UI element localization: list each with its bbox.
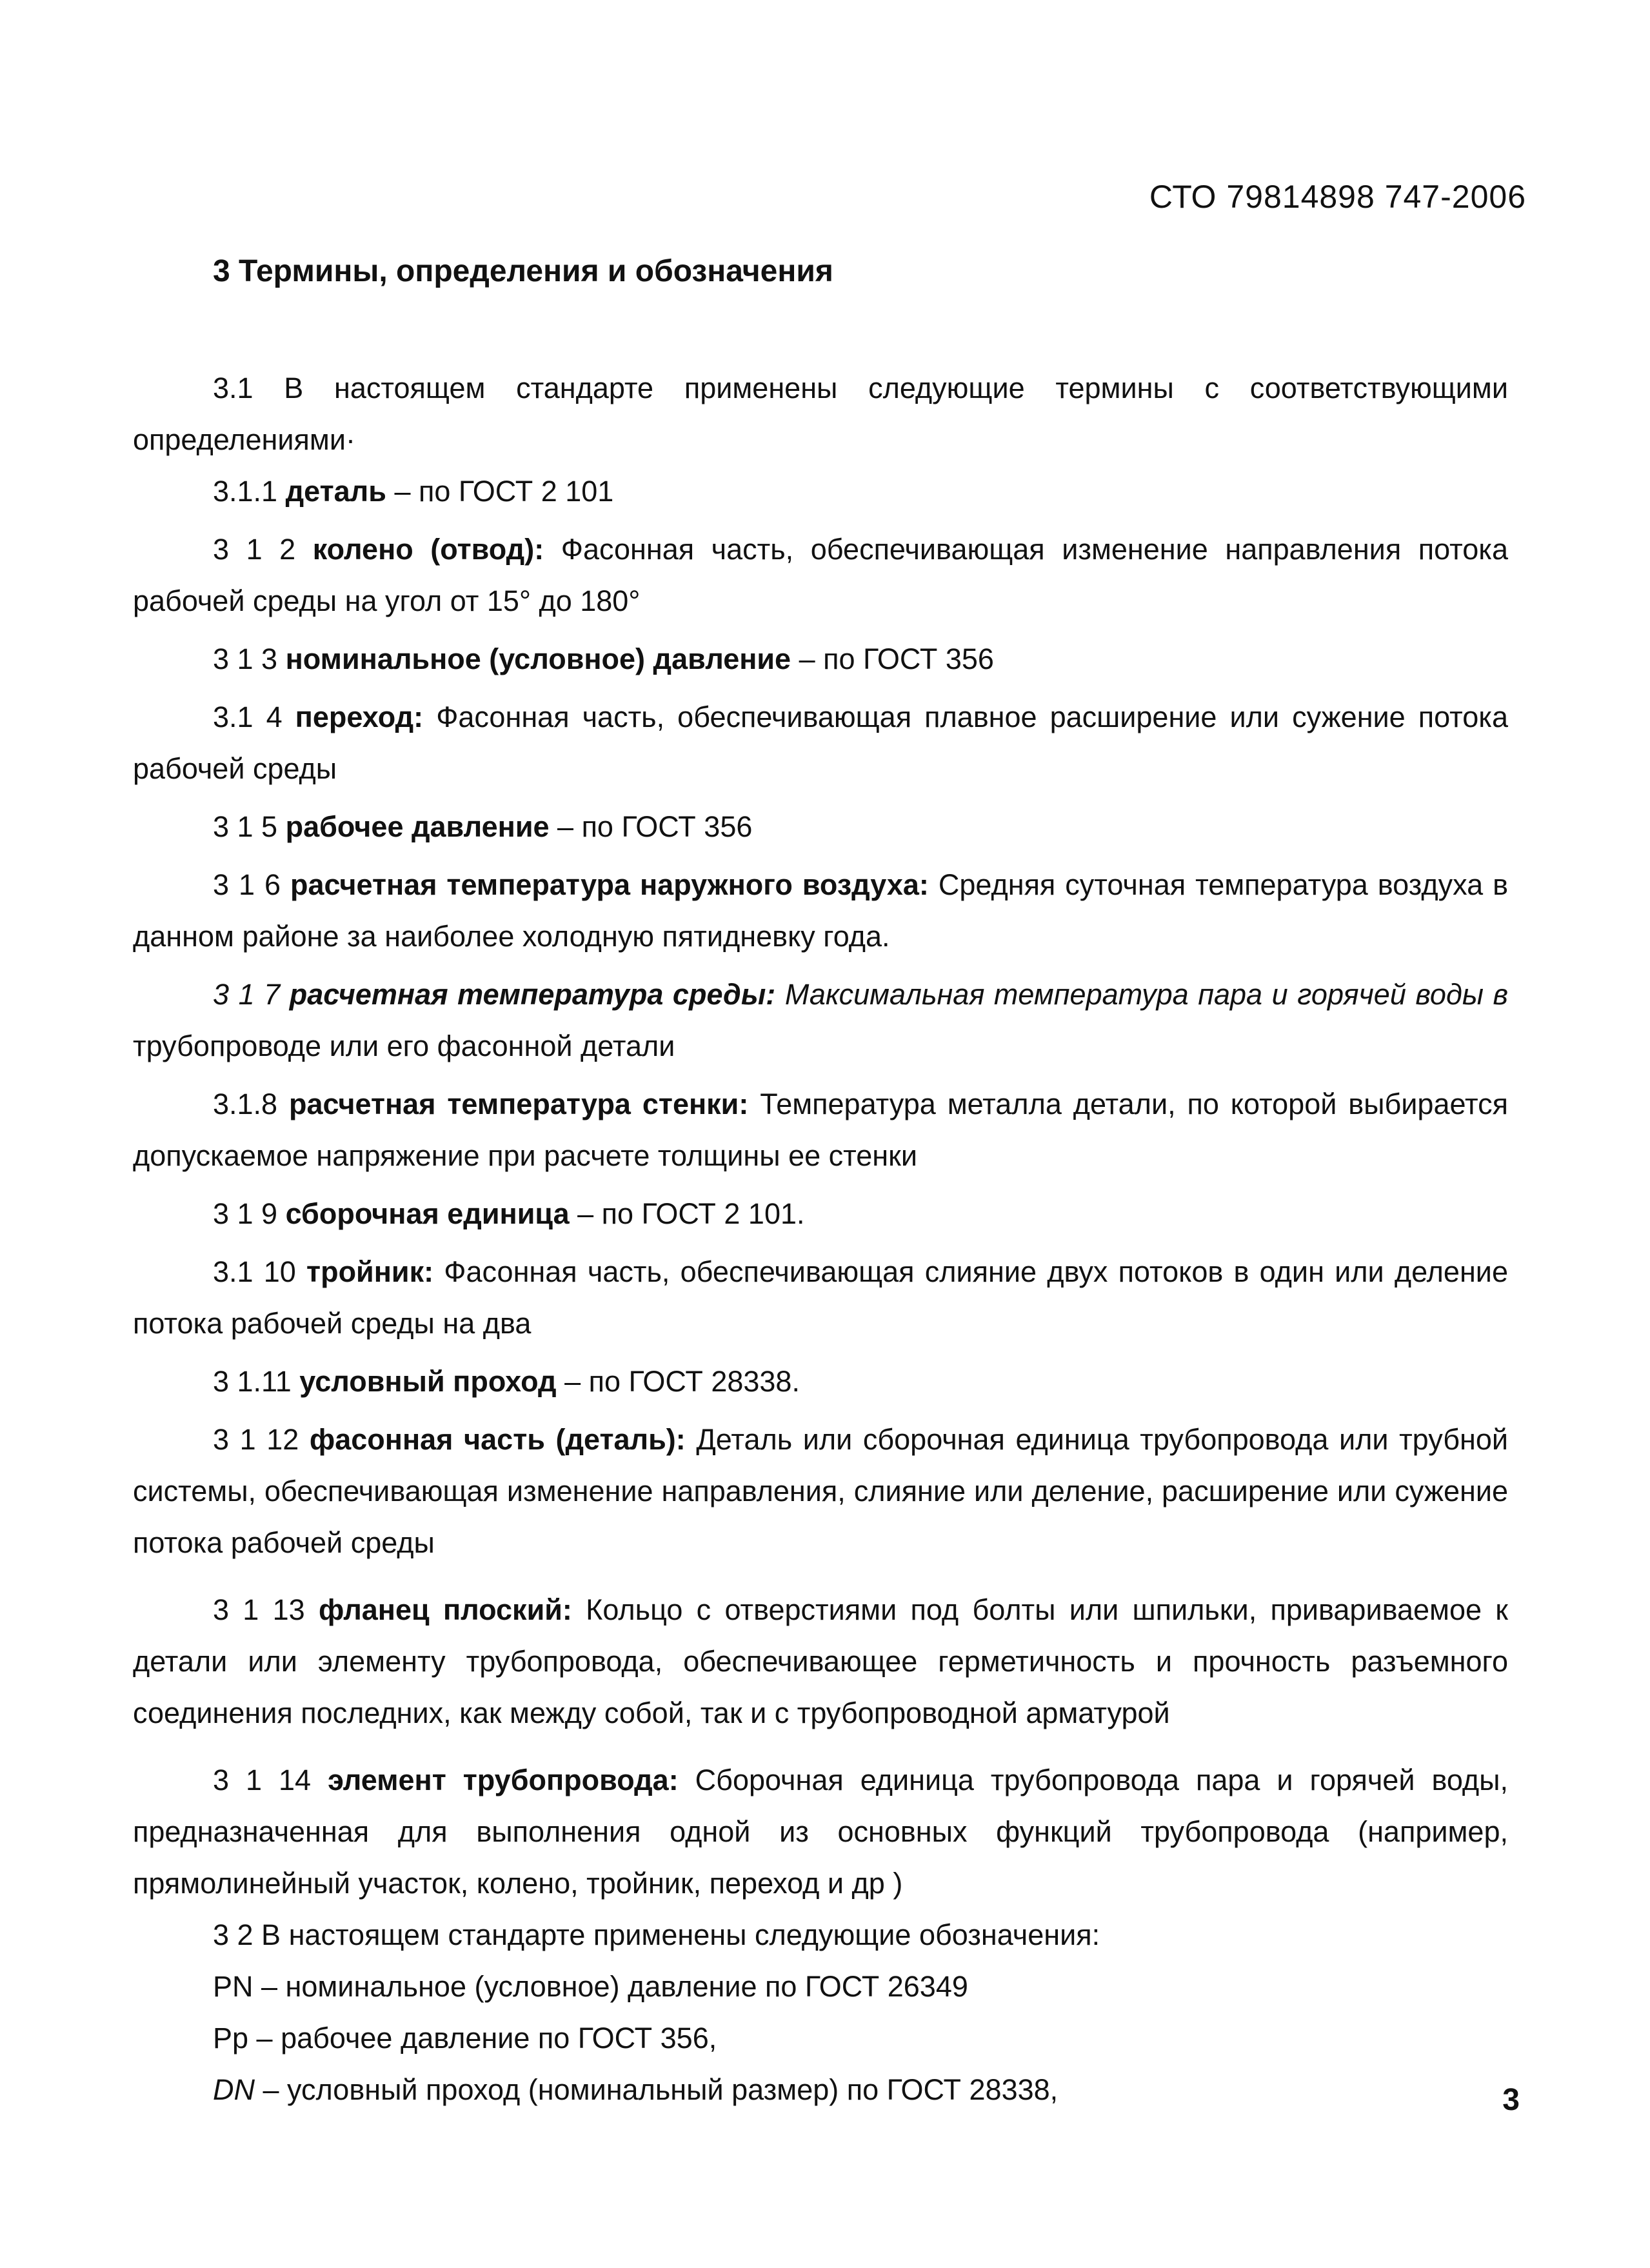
section-title: 3 Термины, определения и обозначения — [213, 254, 833, 288]
term-3-1-5 — [133, 801, 1508, 853]
term-name: тройник: — [306, 1255, 434, 1288]
term-3-1-2 — [133, 524, 1508, 627]
term-number: 3 1 12 — [213, 1423, 299, 1456]
term-number: 3 1 6 — [213, 868, 281, 901]
term-name: рабочее давление — [285, 810, 550, 843]
term-number: 3.1.1 — [213, 475, 278, 508]
designations-intro: 3 2 В настоящем стандарте применены следующие обозначения: — [213, 1918, 1100, 1951]
term-number: 3.1.8 — [213, 1088, 278, 1120]
term-definition: Сборочная единица трубопровода пара и горячей воды, предназначенная для выполнения одной из основных функций трубопровода (например, прямолинейный участок, колено, тройник, переход и др ) — [133, 1764, 1508, 1900]
designation-text: – номинальное (условное) давление по ГОСТ 26349 — [253, 1970, 968, 2003]
designation-pn — [133, 1961, 1508, 2013]
term-name: номинальное (условное) давление — [285, 642, 791, 675]
term-definition: Деталь или сборочная единица трубопровода или трубной системы, обеспечивающая изменение направления, слияние или деление, расширение или сужение потока рабочей среды — [133, 1423, 1508, 1559]
designation-text: – рабочее давление по ГОСТ 356, — [248, 2022, 717, 2054]
term-name: сборочная единица — [285, 1197, 570, 1230]
term-name: расчетная температура среды: — [289, 978, 776, 1011]
term-definition: – по ГОСТ 356 — [549, 810, 753, 843]
term-number: 3.1 10 — [213, 1255, 296, 1288]
term-name: условный проход — [299, 1365, 557, 1398]
designation-symbol: DN — [213, 2073, 255, 2106]
term-3-1-9 — [133, 1188, 1508, 1240]
term-number: 3 1 2 — [213, 533, 296, 566]
term-number: 3 1 3 — [213, 642, 278, 675]
term-name: переход: — [295, 701, 424, 733]
term-3-1-6 — [133, 859, 1508, 962]
term-number: 3 1 13 — [213, 1593, 305, 1626]
term-definition: Фасонная часть, обеспечивающая плавное расширение или сужение потока рабочей среды — [133, 701, 1508, 785]
term-definition: – по ГОСТ 2 101. — [569, 1197, 805, 1230]
term-name: фасонная часть (деталь): — [309, 1423, 686, 1456]
term-number: 3 1 9 — [213, 1197, 278, 1230]
term-definition: – по ГОСТ 28338. — [556, 1365, 800, 1398]
term-3-1-3 — [133, 633, 1508, 685]
term-3-1-7 — [133, 969, 1508, 1072]
designation-symbol: Pp — [213, 2022, 249, 2054]
term-definition: Кольцо с отверстиями под болты или шпильки, привариваемое к детали или элементу трубопровода, обеспечивающее герметичность и прочность разъемного соединения последних, как между собой, так и с трубопроводной арматурой — [133, 1593, 1508, 1729]
intro-paragraph: 3.1 В настоящем стандарте применены следующие термины с соответствующими определениями· — [133, 372, 1508, 456]
term-definition: Фасонная часть, обеспечивающая слияние двух потоков в один или деление потока рабочей среды на два — [133, 1255, 1508, 1340]
term-number: 3 1 5 — [213, 810, 278, 843]
term-name: деталь — [285, 475, 386, 508]
document-code: СТО 79814898 747-2006 — [1149, 179, 1526, 215]
term-definition: трубопроводе или его фасонной детали — [133, 1030, 675, 1062]
designation-dn — [133, 2064, 1508, 2116]
term-definition: – по ГОСТ 2 101 — [386, 475, 614, 508]
designation-pp — [133, 2013, 1508, 2064]
term-3-1-11 — [133, 1356, 1508, 1408]
term-name: фланец плоский: — [318, 1593, 572, 1626]
term-number: 3 1 7 — [213, 978, 281, 1011]
document-body — [133, 363, 1508, 2116]
term-definition: Температура металла детали, по которой выбирается допускаемое напряжение при расчете толщины ее стенки — [133, 1088, 1508, 1172]
term-number: 3.1 4 — [213, 701, 283, 733]
term-number: 3 1 14 — [213, 1764, 312, 1796]
term-definition: Средняя суточная температура воздуха в данном районе за наиболее холодную пятидневку года. — [133, 868, 1508, 953]
term-3-1-14 — [133, 1755, 1508, 1909]
term-3-1-12 — [133, 1414, 1508, 1569]
term-name: элемент трубопровода: — [328, 1764, 679, 1796]
term-definition: Фасонная часть, обеспечивающая изменение направления потока рабочей среды на угол от 15° до 180° — [133, 533, 1508, 617]
term-3-1-13 — [133, 1584, 1508, 1739]
term-number: 3 1.11 — [213, 1365, 292, 1398]
term-name: расчетная температура стенки: — [289, 1088, 749, 1120]
designation-symbol: PN — [213, 1970, 253, 2003]
page-number: 3 — [1502, 2083, 1520, 2117]
term-definition: – по ГОСТ 356 — [791, 642, 994, 675]
term-3-1-8 — [133, 1079, 1508, 1182]
term-3-1-4 — [133, 691, 1508, 795]
term-3-1-1 — [133, 466, 1508, 517]
term-definition-italic: Максимальная температура пара и горячей воды в — [775, 978, 1508, 1011]
term-3-1-10 — [133, 1246, 1508, 1349]
term-name: расчетная температура наружного воздуха: — [290, 868, 929, 901]
term-name: колено (отвод): — [312, 533, 544, 566]
designation-text: – условный проход (номинальный размер) по ГОСТ 28338, — [255, 2073, 1059, 2106]
